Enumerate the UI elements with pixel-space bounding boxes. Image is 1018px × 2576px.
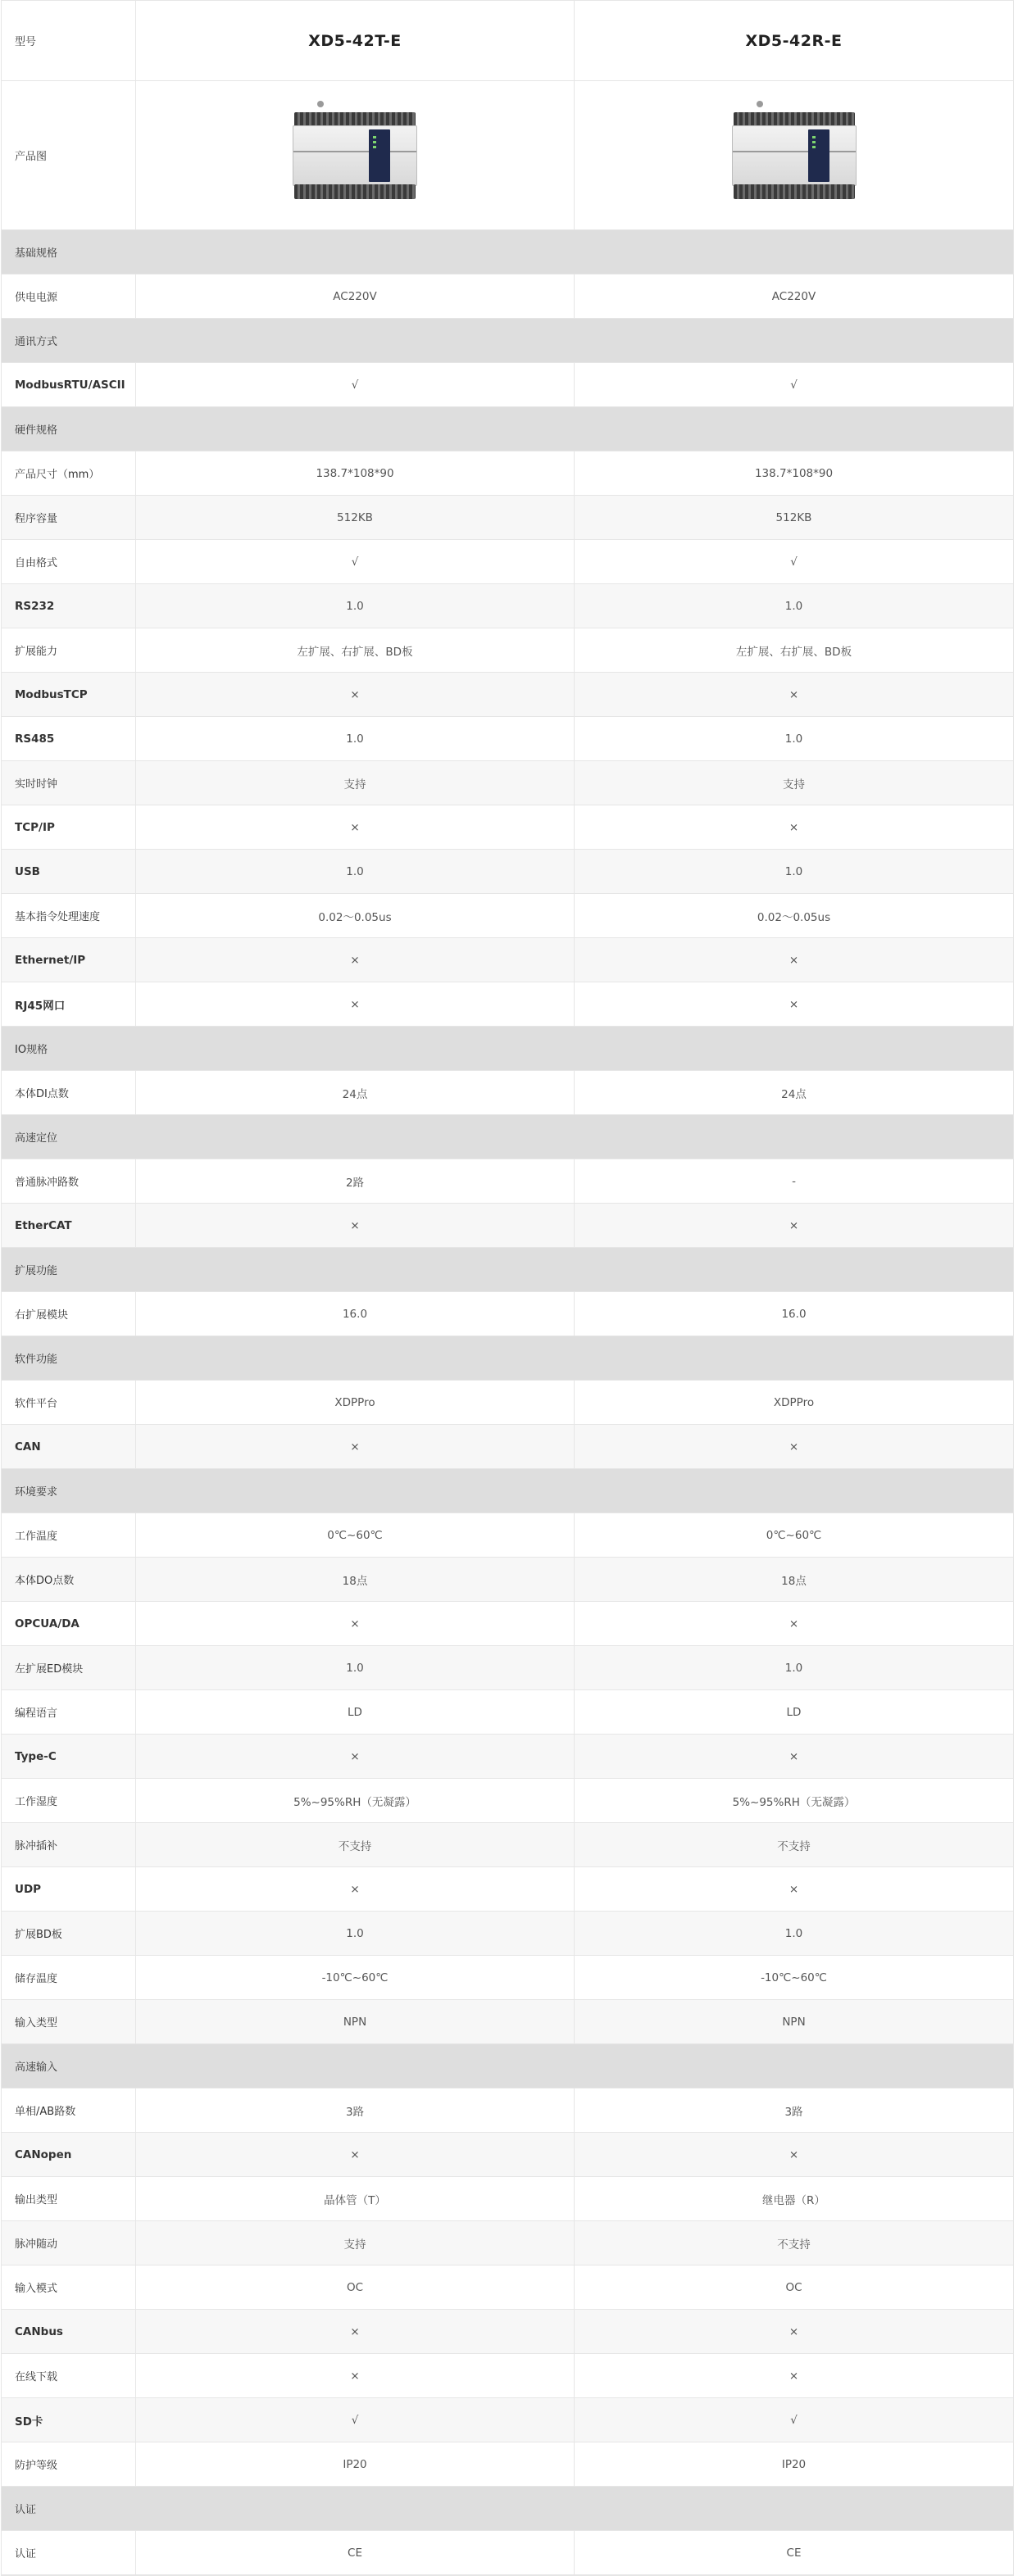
- spec-value-model-1: 1.0: [136, 1912, 575, 1955]
- spec-row: [2, 2177, 1013, 2221]
- spec-label: 脉冲随动: [2, 2221, 136, 2265]
- spec-label: 本体DI点数: [2, 1071, 136, 1114]
- spec-value-model-2: ×: [788, 1617, 799, 1630]
- spec-label: 自由格式: [2, 540, 136, 583]
- spec-value-model-2: 18点: [781, 1574, 807, 1588]
- spec-value-model-1: 18点: [136, 1558, 575, 1601]
- spec-label: RJ45网口: [2, 982, 136, 1026]
- spec-row: [2, 2221, 1013, 2265]
- plc-controller-image: [293, 106, 417, 206]
- spec-row: [2, 496, 1013, 540]
- spec-row: [2, 1779, 1013, 1823]
- spec-label: 单相/AB路数: [2, 2088, 136, 2132]
- section-title: IO规格: [15, 1044, 48, 1056]
- spec-label: UDP: [2, 1867, 136, 1911]
- spec-row: [2, 2398, 1013, 2442]
- spec-row: [2, 1912, 1013, 1956]
- spec-label: 输入模式: [2, 2265, 136, 2309]
- spec-value-model-2: 0.02～0.05us: [757, 910, 831, 924]
- spec-value-model-1: NPN: [136, 2000, 575, 2043]
- spec-row: [2, 584, 1013, 628]
- spec-value-model-2: CE: [786, 2546, 802, 2560]
- spec-label: CAN: [2, 1425, 136, 1468]
- spec-row: [2, 1602, 1013, 1646]
- spec-value-model-2: AC220V: [771, 289, 816, 303]
- spec-label: CANbus: [2, 2310, 136, 2353]
- spec-row: [2, 1513, 1013, 1558]
- spec-label: Type-C: [2, 1735, 136, 1778]
- spec-label: 扩展能力: [2, 628, 136, 672]
- spec-label: TCP/IP: [2, 805, 136, 849]
- spec-value-model-1: 晶体管（T）: [136, 2177, 575, 2220]
- spec-value-model-1: -10℃~60℃: [136, 1956, 575, 1999]
- plc-controller-image: [732, 106, 857, 206]
- spec-value-model-1: 512KB: [136, 496, 575, 539]
- spec-value-model-1: 0℃~60℃: [136, 1513, 575, 1557]
- spec-label: 工作温度: [2, 1513, 136, 1557]
- spec-label: 程序容量: [2, 496, 136, 539]
- spec-value-model-2: 不支持: [777, 2238, 811, 2252]
- spec-rows: [2, 230, 1013, 2575]
- model-header-row: [2, 1, 1013, 81]
- spec-value-model-2: -: [792, 1174, 796, 1188]
- spec-row: [2, 1823, 1013, 1867]
- spec-label: ModbusTCP: [2, 673, 136, 716]
- spec-value-model-2: ×: [788, 2324, 799, 2338]
- spec-value-model-2: √: [790, 378, 798, 392]
- spec-label: 右扩展模块: [2, 1292, 136, 1336]
- spec-label: 扩展BD板: [2, 1912, 136, 1955]
- spec-label: USB: [2, 850, 136, 893]
- spec-value-model-1: AC220V: [136, 274, 575, 318]
- spec-value-model-2: √: [790, 2413, 798, 2427]
- section-header-row: [2, 1469, 1013, 1513]
- spec-label: CANopen: [2, 2133, 136, 2176]
- spec-value-model-1: ×: [136, 1735, 575, 1778]
- spec-value-model-1: CE: [136, 2531, 575, 2574]
- spec-row: [2, 2354, 1013, 2398]
- spec-label: 脉冲插补: [2, 1823, 136, 1866]
- spec-row: [2, 717, 1013, 761]
- spec-label: 左扩展ED模块: [2, 1646, 136, 1689]
- spec-value-model-2: 16.0: [781, 1307, 807, 1321]
- spec-value-model-1: OC: [136, 2265, 575, 2309]
- spec-value-model-2: ×: [788, 997, 799, 1011]
- spec-value-model-2: ×: [788, 1218, 799, 1232]
- spec-value-model-2: ×: [788, 1440, 799, 1454]
- spec-row: [2, 1867, 1013, 1912]
- spec-value-model-2: ×: [788, 687, 799, 701]
- spec-row: [2, 761, 1013, 805]
- spec-value-model-1: 1.0: [136, 584, 575, 628]
- spec-label: 实时时钟: [2, 761, 136, 805]
- spec-value-model-2: XDPPro: [773, 1395, 815, 1409]
- spec-label: RS232: [2, 584, 136, 628]
- spec-row: [2, 1204, 1013, 1248]
- spec-label: SD卡: [2, 2398, 136, 2442]
- spec-value-model-2: LD: [786, 1705, 802, 1719]
- spec-value-model-2: 支持: [783, 778, 805, 791]
- spec-label: 供电电源: [2, 274, 136, 318]
- section-title: 环境要求: [15, 1486, 58, 1499]
- spec-label: 基本指令处理速度: [2, 894, 136, 937]
- section-header-row: [2, 319, 1013, 363]
- model-name-1: [136, 1, 575, 80]
- spec-value-model-1: 24点: [136, 1071, 575, 1114]
- section-header-row: [2, 1115, 1013, 1159]
- section-title: 软件功能: [15, 1354, 58, 1366]
- section-header-row: [2, 1336, 1013, 1381]
- spec-value-model-1: 支持: [136, 2221, 575, 2265]
- spec-value-model-1: 3路: [136, 2088, 575, 2132]
- model-name-2: [575, 1, 1013, 80]
- spec-value-model-1: 16.0: [136, 1292, 575, 1336]
- spec-row: [2, 2088, 1013, 2133]
- spec-value-model-2: ×: [788, 2369, 799, 2383]
- spec-value-model-2: 1.0: [784, 599, 803, 613]
- spec-value-model-1: ×: [136, 1204, 575, 1247]
- spec-row: [2, 274, 1013, 319]
- spec-row: [2, 1735, 1013, 1779]
- spec-value-model-2: 512KB: [775, 510, 812, 524]
- spec-label: 编程语言: [2, 1690, 136, 1734]
- spec-value-model-2: 5%~95%RH（无凝露）: [732, 1795, 856, 1809]
- section-header-row: [2, 2044, 1013, 2088]
- spec-row: [2, 894, 1013, 938]
- spec-row: [2, 2531, 1013, 2575]
- section-header-row: [2, 1248, 1013, 1292]
- product-image-row: [2, 81, 1013, 230]
- spec-value-model-1: 1.0: [136, 850, 575, 893]
- spec-label: ModbusRTU/ASCII: [2, 363, 136, 406]
- model-header-label: 型号: [2, 1, 136, 80]
- model-name-text: XD5-42R-E: [745, 31, 843, 50]
- model-name-text: XD5-42T-E: [308, 31, 402, 50]
- section-header-row: [2, 407, 1013, 451]
- spec-value-model-1: ×: [136, 938, 575, 982]
- spec-row: [2, 2000, 1013, 2044]
- spec-value-model-1: LD: [136, 1690, 575, 1734]
- product-image-cell-1: [136, 81, 575, 229]
- spec-label: 在线下载: [2, 2354, 136, 2397]
- spec-row: [2, 982, 1013, 1027]
- spec-value-model-2: 不支持: [777, 1839, 811, 1853]
- spec-value-model-1: 138.7*108*90: [136, 451, 575, 495]
- spec-row: [2, 628, 1013, 673]
- spec-value-model-1: 2路: [136, 1159, 575, 1203]
- spec-value-model-1: ×: [136, 1602, 575, 1645]
- section-title: 认证: [15, 2504, 37, 2516]
- spec-value-model-1: XDPPro: [136, 1381, 575, 1424]
- spec-value-model-1: √: [136, 2398, 575, 2442]
- spec-row: [2, 2133, 1013, 2177]
- spec-label: 输入类型: [2, 2000, 136, 2043]
- spec-label: 防护等级: [2, 2442, 136, 2486]
- spec-value-model-1: 5%~95%RH（无凝露）: [136, 1779, 575, 1822]
- spec-value-model-1: √: [136, 363, 575, 406]
- section-title: 扩展功能: [15, 1265, 58, 1277]
- spec-label: 输出类型: [2, 2177, 136, 2220]
- spec-value-model-2: 1.0: [784, 1926, 803, 1940]
- spec-value-model-2: ×: [788, 2147, 799, 2161]
- spec-row: [2, 1381, 1013, 1425]
- spec-row: [2, 451, 1013, 496]
- spec-row: [2, 1159, 1013, 1204]
- spec-value-model-2: 继电器（R）: [762, 2193, 825, 2207]
- spec-value-model-1: ×: [136, 805, 575, 849]
- product-image-cell-2: [575, 81, 1013, 229]
- section-title: 高速定位: [15, 1132, 58, 1145]
- spec-value-model-1: 0.02～0.05us: [136, 894, 575, 937]
- spec-row: [2, 1646, 1013, 1690]
- spec-row: [2, 540, 1013, 584]
- spec-row: [2, 2265, 1013, 2310]
- spec-value-model-1: ×: [136, 982, 575, 1026]
- spec-value-model-2: 1.0: [784, 1661, 803, 1675]
- spec-label: 普通脉冲路数: [2, 1159, 136, 1203]
- spec-value-model-2: OC: [785, 2280, 802, 2294]
- spec-value-model-2: IP20: [781, 2457, 807, 2471]
- spec-value-model-1: 1.0: [136, 1646, 575, 1689]
- spec-label: 软件平台: [2, 1381, 136, 1424]
- section-header-row: [2, 2487, 1013, 2531]
- spec-row: [2, 1558, 1013, 1602]
- spec-label: 储存温度: [2, 1956, 136, 1999]
- spec-value-model-2: NPN: [782, 2015, 806, 2029]
- section-title: 硬件规格: [15, 424, 58, 437]
- spec-value-model-2: 3路: [784, 2105, 803, 2119]
- spec-value-model-2: 左扩展、右扩展、BD板: [735, 645, 852, 659]
- section-header-row: [2, 230, 1013, 274]
- spec-row: [2, 1956, 1013, 2000]
- spec-value-model-2: ×: [788, 1749, 799, 1763]
- spec-row: [2, 850, 1013, 894]
- spec-value-model-1: 支持: [136, 761, 575, 805]
- spec-value-model-2: ×: [788, 1882, 799, 1896]
- spec-value-model-2: -10℃~60℃: [761, 1971, 827, 1984]
- spec-value-model-2: 1.0: [784, 732, 803, 746]
- spec-label: EtherCAT: [2, 1204, 136, 1247]
- spec-row: [2, 805, 1013, 850]
- spec-value-model-1: 1.0: [136, 717, 575, 760]
- spec-row: [2, 363, 1013, 407]
- spec-label: 认证: [2, 2531, 136, 2574]
- spec-row: [2, 1071, 1013, 1115]
- section-title: 高速输入: [15, 2061, 58, 2074]
- spec-row: [2, 1690, 1013, 1735]
- spec-value-model-2: 24点: [781, 1087, 807, 1101]
- spec-label: 工作湿度: [2, 1779, 136, 1822]
- spec-row: [2, 1425, 1013, 1469]
- spec-value-model-1: ×: [136, 2310, 575, 2353]
- spec-label: OPCUA/DA: [2, 1602, 136, 1645]
- spec-value-model-2: √: [790, 555, 798, 569]
- spec-label: 产品尺寸（mm）: [2, 451, 136, 495]
- spec-label: Ethernet/IP: [2, 938, 136, 982]
- spec-value-model-1: ×: [136, 2354, 575, 2397]
- section-title: 基础规格: [15, 247, 58, 260]
- spec-value-model-1: ×: [136, 1425, 575, 1468]
- spec-value-model-1: √: [136, 540, 575, 583]
- section-title: 通讯方式: [15, 336, 58, 348]
- spec-value-model-1: IP20: [136, 2442, 575, 2486]
- spec-row: [2, 2442, 1013, 2487]
- spec-row: [2, 1292, 1013, 1336]
- spec-value-model-2: 138.7*108*90: [754, 466, 834, 480]
- spec-comparison-table: [1, 0, 1014, 2576]
- spec-value-model-1: 不支持: [136, 1823, 575, 1866]
- spec-value-model-1: ×: [136, 2133, 575, 2176]
- spec-row: [2, 938, 1013, 982]
- spec-label: 本体DO点数: [2, 1558, 136, 1601]
- spec-value-model-1: ×: [136, 673, 575, 716]
- product-image-label: 产品图: [2, 81, 136, 229]
- spec-row: [2, 673, 1013, 717]
- spec-value-model-2: ×: [788, 953, 799, 967]
- spec-value-model-1: ×: [136, 1867, 575, 1911]
- section-header-row: [2, 1027, 1013, 1071]
- spec-row: [2, 2310, 1013, 2354]
- spec-label: RS485: [2, 717, 136, 760]
- spec-value-model-2: 0℃~60℃: [766, 1528, 822, 1542]
- spec-value-model-2: 1.0: [784, 864, 803, 878]
- spec-value-model-1: 左扩展、右扩展、BD板: [136, 628, 575, 672]
- spec-value-model-2: ×: [788, 820, 799, 834]
